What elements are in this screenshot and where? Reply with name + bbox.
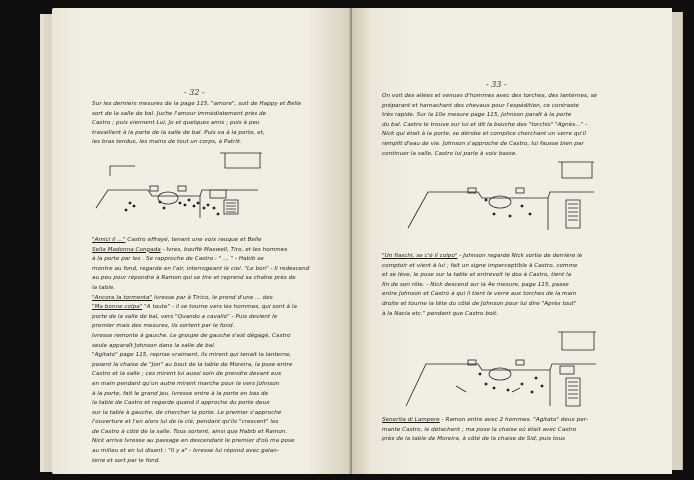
text-line: porte de la salle de bal, vers "Quando a cavallo" - Puis devient le	[92, 313, 278, 320]
text-line: "Amici il …" Castro effrayé, tenant une voix rauque et Belle	[92, 237, 262, 243]
stage-diagram	[398, 156, 598, 236]
cue-underline: Sella Madonna Congada	[92, 246, 161, 253]
text-line: au peu pour répondre à Ramon qui se tire et reprend sa chaîne près de	[92, 275, 296, 282]
text-line: mante Castro, le détachent ; ma pose la chaise où était avec Castro	[382, 426, 577, 433]
text-line: à la Nacia etc." pendant que Castro boit.	[382, 310, 499, 317]
text-line: posent la chaise de "Jon" au bout de la table de Moreira, la pose entre	[92, 361, 293, 368]
page-number: - 33 -	[486, 80, 507, 89]
text-line: l'ouverture et l'en alors lui de la clé, pendant qu'ils "crescent" les	[92, 419, 279, 426]
text-line: sort de la salle de bal. Juche l'amour immédiatement près de	[92, 110, 267, 117]
cue-underline: "Un fiaschi, se c'è il colpo"	[382, 253, 458, 259]
text-line: montre au fond, regarde en l'air, interrogeant le ciel. "Le bon" - Il redescend	[92, 265, 310, 272]
right-page	[352, 8, 672, 474]
text-line: la table.	[92, 284, 116, 291]
text-line: Senorita di Lampere - Ramon entre avec 2 hommes. "Agitato" deux per-	[382, 417, 588, 423]
text-line: préparant et harnachant des chevaux pour l'expédition, ce contraste	[382, 102, 579, 109]
text-line: comptoir et vient à lui ; fait un signe imperceptible à Castro, comme	[382, 262, 578, 269]
text-line: Castro et la salle ; ces mirent lui aussi soin de prendre devant eux	[92, 371, 282, 378]
left-page	[52, 8, 352, 474]
text-line: et se lève, le pose sur la table et entrevoit le dos à Castro, tient la	[382, 272, 572, 279]
text-line: "Ma bonne colpa" "A toute" - il se tourne vers les hommes, qui sont à la	[92, 304, 297, 311]
text-line: fin de son rôle. - Nick descend sur la 4e mesure, page 115, passe	[382, 281, 569, 288]
text-line: droite et tourne la tête du côté de Johnson pour lui dire "Après tout"	[382, 300, 577, 307]
text-line: remplit d'eau de vie. Johnson s'approche de Castro, lui fausse bien par	[382, 140, 584, 147]
text-line: de Castro à côté de la salle. Tous sortent, ainsi que Habib et Ramon.	[92, 428, 288, 435]
text-line: sur la table à gauche, de chercher la porte. Le premier s'approche	[92, 409, 282, 416]
text-line: près de la table de Moreira, à côté de la chaise de Sid, puis tous	[382, 436, 566, 443]
cue-underline: "Ma bonne colpa"	[92, 304, 143, 311]
text-line: très rapide. Sur la 10e mesure page 115, Johnson paraît à la porte	[382, 112, 572, 119]
text-line: les bras tendus, les mains de tout un corps, à Patrik.	[92, 139, 243, 146]
text-line: Castro ; puis viennent Lui, Jo et quelques amis ; puis à peu	[92, 120, 260, 127]
text-line: entre Johnson et Castro à qui il tient le verre aux torches de la main	[382, 291, 577, 298]
text-line: travaillent à la porte de la salle de bal. Puis va à la porte, et,	[92, 129, 265, 136]
text-line: On voit des allées et venues d'hommes avec des torches, des lanternes, se	[382, 93, 598, 99]
middle-paragraph	[382, 252, 654, 319]
text-line: premier mais des mesures, ils sortent par le fond.	[92, 323, 235, 330]
page-number: - 32 -	[184, 88, 205, 97]
top-paragraph	[92, 100, 350, 148]
text-line: Nick arrive Ivresse au passage en descendant le premier d'où ma pose	[92, 438, 295, 445]
text-line: Sur les derniers mesures de la page 115, "amore", suit de Happy et Belle	[92, 101, 302, 107]
text-line: terie et sort par le fond.	[92, 457, 161, 464]
text-line: en main pendant qu'un autre mirent marche pour le vers Johnson	[92, 380, 280, 387]
text-line: la table de Castro et regarde quand il approche du porte deux	[92, 400, 270, 407]
page-stack-edge-right	[672, 12, 683, 470]
text-line: Sella Madonna Congada - Ivres, bouffé Maxwell, Tiro, et les hommes	[92, 246, 288, 253]
cue-underline: Senorita di Lampere	[382, 417, 440, 423]
text-line: à la porte par les . Se rapproche de Castro : " ... " - Habib se	[92, 256, 264, 263]
text-line: Nick qui était à la porte, se dérobe et complice cherchant un verre qu'il	[382, 131, 586, 138]
cue-underline: "Amici il …"	[92, 237, 126, 243]
text-line: continuer la salle, Castro lui parle à voix basse.	[382, 150, 518, 157]
bottom-paragraph	[382, 416, 654, 445]
text-line: seule apparaît Johnson dans la salle de bal.	[92, 342, 216, 349]
text-line: au milieu et en lui disant : "Il y a" - Ivresse lui répond avec galan-	[92, 448, 279, 455]
text-line: "Agitato" page 115, reprise vraiment, ils mirent qui tenait la lanterne,	[92, 352, 292, 359]
bottom-paragraph	[92, 236, 350, 466]
text-line: "Ancora la tormenta" Ivresse par à Tirico, le prend d'une … des	[92, 294, 273, 301]
stage-diagram	[90, 148, 270, 228]
text-line: du bal. Castro le trouve sur lui et dit la bouche des "torchis" "Agnès…" -	[382, 121, 588, 128]
text-line: à la porte, fait le grand jeu. Ivresse entre à la porte en bas de	[92, 390, 269, 397]
text-line: "Un fiaschi, se c'è il colpo" - Johnson regarde Nick sortie de derrière le	[382, 253, 583, 259]
text-line: Ivresse remonte à gauche. Le groupe de gauche s'est dégagé, Castro	[92, 332, 291, 339]
top-paragraph	[382, 92, 654, 159]
stage-diagram	[396, 326, 606, 412]
cue-underline: "Ancora la tormenta"	[92, 294, 153, 301]
